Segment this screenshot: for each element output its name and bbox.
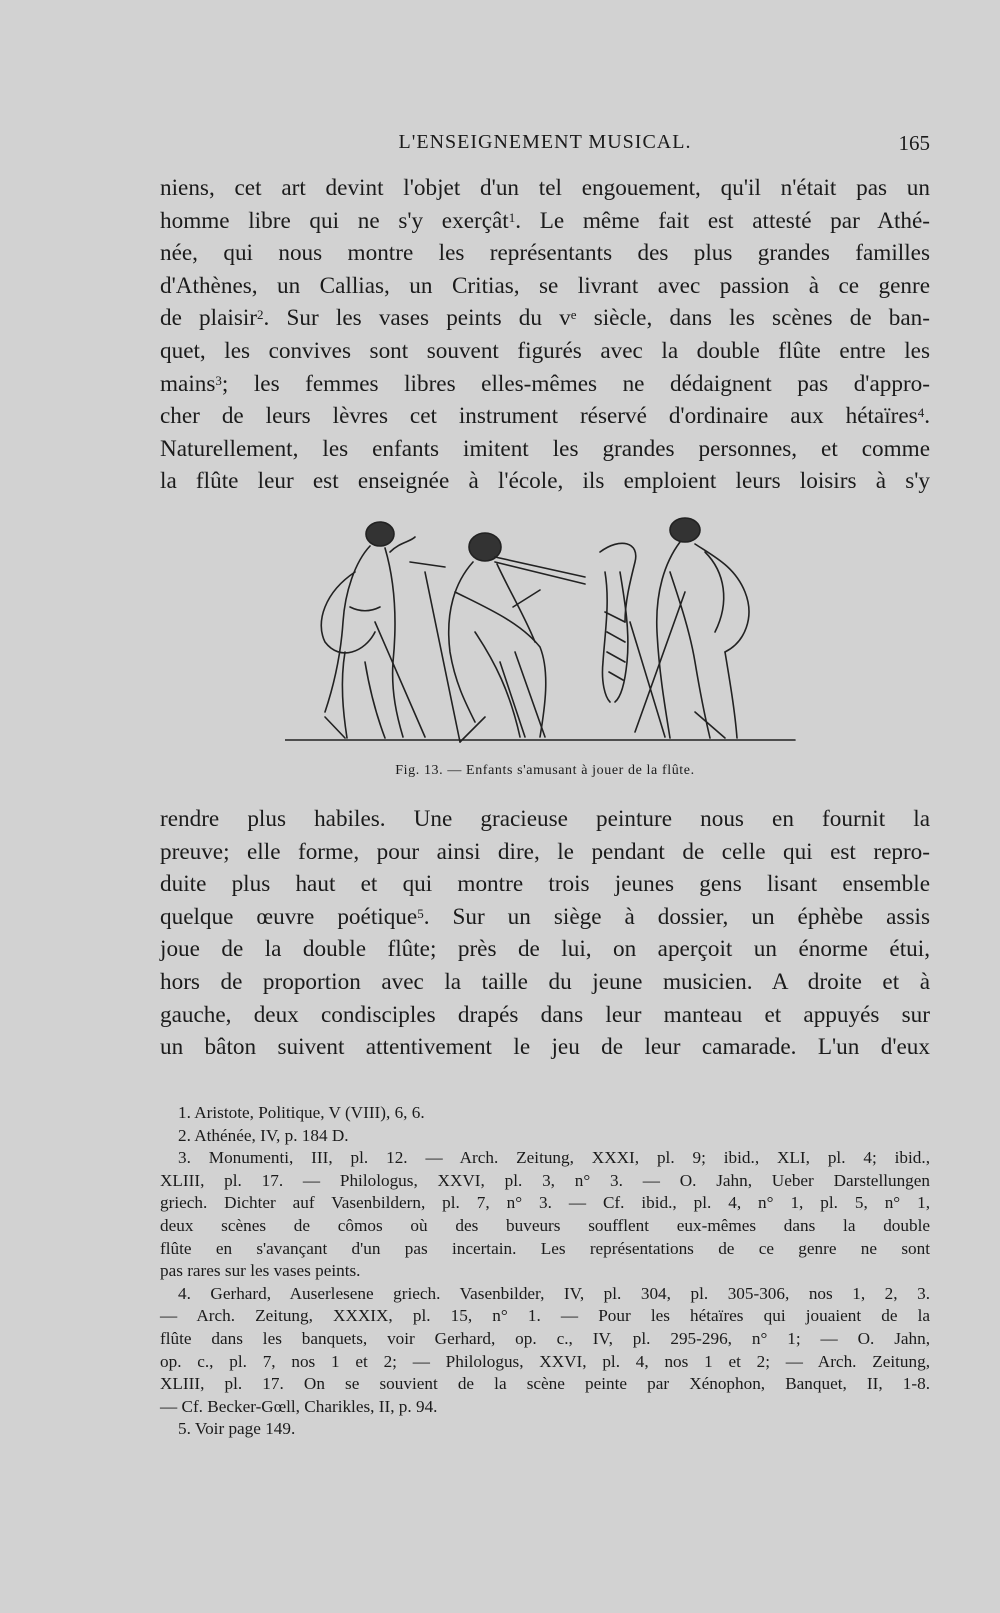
text-line: niens, cet art devint l'objet d'un tel engouement, qu'il n'était pas un	[160, 175, 930, 201]
text-line: née, qui nous montre les représentants des plus grandes familles	[160, 240, 930, 267]
footnote: XLIII, pl. 17. — Philologus, XXVI, pl. 3, n° 3. — O. Jahn, Ueber Darstellungen	[160, 1170, 930, 1190]
footnote-ref: 1	[508, 209, 516, 225]
text-line: gauche, deux condisciples drapés dans leur manteau et appuyés sur	[160, 1001, 930, 1028]
footnote: 1. Aristote, Politique, V (VIII), 6, 6.	[178, 1103, 425, 1122]
left-youth-figure	[321, 522, 425, 738]
flute-case-object	[600, 543, 665, 737]
footnote: 3. Monumenti, III, pl. 12. — Arch. Zeitung, XXXI, pl. 9; ibid., XLI, pl. 4; ibid.,	[178, 1148, 930, 1168]
text-line: d'Athènes, un Callias, un Critias, se livrant avec passion à ce genre	[160, 272, 930, 299]
seated-flute-player-figure	[410, 533, 585, 742]
running-header	[160, 131, 930, 161]
text-line: joue de la double flûte; près de lui, on aperçoit un énorme étui,	[160, 936, 930, 963]
text-line: preuve; elle forme, pour ainsi dire, le pendant de celle qui est repro-	[160, 838, 930, 865]
footnote: griech. Dichter auf Vasenbildern, pl. 7, n° 3. — Cf. ibid., pl. 4, n° 1, pl. 5, n° 1,	[160, 1193, 930, 1213]
footnote-ref: 4	[917, 405, 925, 421]
figure-caption: Fig. 13. — Enfants s'amusant à jouer de la flûte.	[395, 763, 695, 778]
text-line: quelque œuvre poétique$^5$. Sur un siège à dossier, un éphèbe assis	[160, 903, 930, 930]
footnote: op. c., pl. 7, nos 1 et 2; — Philologus, XXVI, pl. 4, nos 1 et 2; — Arch. Zeitung,	[160, 1351, 930, 1371]
text-line: rendre plus habiles. Une gracieuse peinture nous en fournit la	[160, 806, 930, 832]
footnote: flûte en s'avançant d'un pas incertain. Les représentations de ce genre ne sont	[160, 1238, 930, 1258]
text-line: duite plus haut et qui montre trois jeunes gens lisant ensemble	[160, 871, 930, 898]
right-youth-figure	[635, 518, 749, 738]
text-line: quet, les convives sont souvent figurés avec la double flûte entre les	[160, 337, 930, 364]
footnote: 5. Voir page 149.	[178, 1419, 296, 1439]
text-line: Naturellement, les enfants imitent les grandes personnes, et comme	[160, 435, 930, 462]
body-text-bottom	[160, 803, 930, 1064]
text-line: cher de leurs lèvres cet instrument réservé d'ordinaire aux hétaïres$^4$.	[160, 403, 930, 430]
footnote: — Cf. Becker-Gœll, Charikles, II, p. 94.	[160, 1396, 438, 1416]
footnote-ref: 2	[257, 307, 264, 323]
footnotes	[160, 1102, 930, 1441]
footnote: — Arch. Zeitung, XXXIX, pl. 15, n° 1. — Pour les hétaïres qui jouaient de la	[160, 1306, 930, 1326]
running-title: L'ENSEIGNEMENT MUSICAL.	[398, 131, 692, 153]
footnote-ref: 3	[215, 372, 222, 388]
footnote: flûte dans les banquets, voir Gerhard, op. c., IV, pl. 295-296, n° 1; — O. Jahn,	[160, 1328, 930, 1348]
footnote-ref: 5	[417, 905, 424, 921]
text-line: mains$^3$; les femmes libres elles-mêmes ne dédaignent pas d'appro-	[160, 370, 930, 397]
text-line: la flûte leur est enseignée à l'école, ils emploient leurs loisirs à s'y	[160, 468, 930, 495]
text-line: de plaisir$^2$. Sur les vases peints du $v^e$ siècle, dans les scènes de ban-	[160, 305, 930, 332]
footnote: deux scènes de cômos où des buveurs soufflent eux-mêmes dans la double	[160, 1215, 930, 1235]
footnote: 2. Athénée, IV, p. 184 D.	[178, 1125, 349, 1145]
text-line: hors de proportion avec la taille du jeune musicien. A droite et à	[160, 968, 930, 995]
text-line: homme libre qui ne s'y exerçât$^1$. Le même fait est attesté par Athé-	[160, 207, 931, 234]
footnote: XLIII, pl. 17. On se souvient de la scène peinte par Xénophon, Banquet, II, 1-8.	[160, 1374, 930, 1394]
footnote: 4. Gerhard, Auserlesene griech. Vasenbilder, IV, pl. 304, pl. 305-306, nos 1, 2, 3.	[178, 1283, 930, 1303]
text-line: un bâton suivent attentivement le jeu de leur camarade. L'un d'eux	[160, 1034, 930, 1061]
footnote: pas rares sur les vases peints.	[160, 1261, 361, 1281]
page-number: 165	[898, 131, 930, 155]
body-text-top	[160, 172, 930, 498]
vase-painting-illustration	[285, 512, 805, 752]
